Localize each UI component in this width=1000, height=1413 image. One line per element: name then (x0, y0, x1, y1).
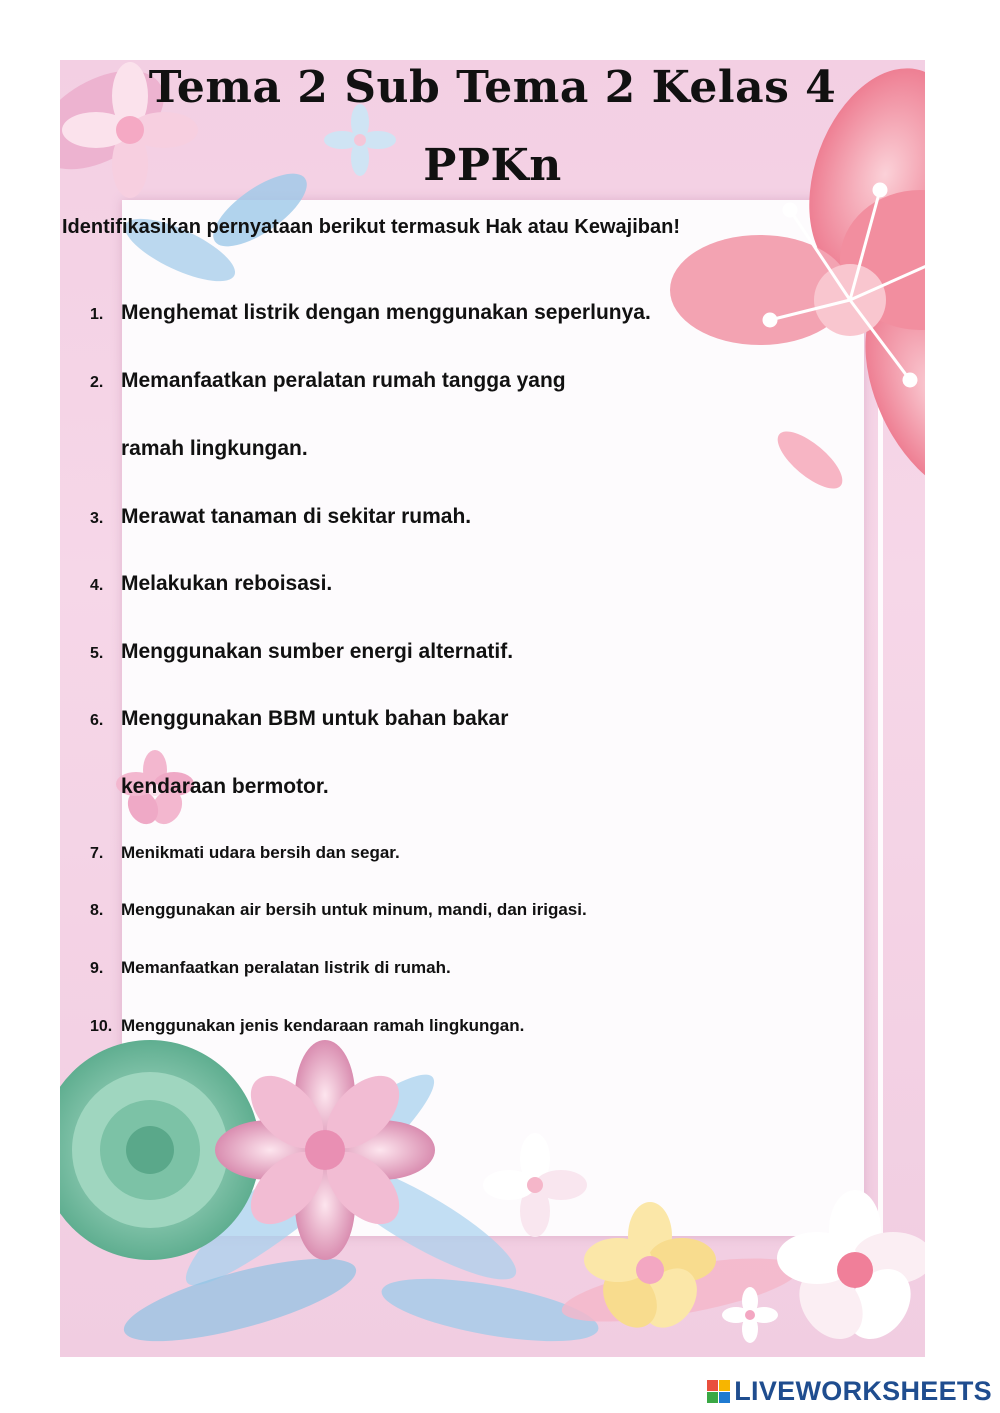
item-text: Menggunakan jenis kendaraan ramah lingkungan. (121, 1016, 525, 1035)
list-item-10 (90, 1016, 524, 1036)
item-text: Menghemat listrik dengan menggunakan seperlunya. (121, 301, 651, 324)
item-number: 10. (90, 1018, 113, 1035)
item-text: Menggunakan BBM untuk bahan bakar (121, 707, 509, 730)
liveworksheets-logo[interactable] (707, 1376, 992, 1407)
item-text: Melakukan reboisasi. (121, 572, 333, 595)
list-item-1 (90, 301, 651, 325)
item-number: 4. (90, 577, 104, 594)
bottom-flowers (60, 1040, 925, 1357)
list-item-2 (90, 369, 566, 393)
item-number: 7. (90, 845, 104, 862)
list-item-9 (90, 958, 451, 978)
item-number: 5. (90, 645, 104, 662)
logo-grid-icon (707, 1380, 730, 1403)
item-text: Menggunakan sumber energi alternatif. (121, 640, 514, 663)
top-right-flower (670, 60, 925, 517)
item-number: 2. (90, 374, 104, 391)
item-continuation: ramah lingkungan. (121, 437, 308, 460)
worksheet-title: Tema 2 Sub Tema 2 Kelas 4 (148, 62, 837, 113)
logo-text: LIVEWORKSHEETS (734, 1376, 992, 1406)
item-number: 3. (90, 510, 104, 527)
item-text: Menggunakan air bersih untuk minum, mandi, dan irigasi. (121, 900, 587, 919)
list-item-5 (90, 640, 513, 664)
instruction-text: Identifikasikan pernyataan berikut termasuk Hak atau Kewajiban! (62, 216, 680, 238)
item-text: Menikmati udara bersih dan segar. (121, 843, 400, 862)
list-item-8 (90, 900, 587, 920)
list-item-6 (90, 707, 508, 731)
item-text: Merawat tanaman di sekitar rumah. (121, 505, 472, 528)
list-item-3 (90, 505, 471, 529)
item-number: 6. (90, 712, 104, 729)
item-continuation: kendaraan bermotor. (121, 775, 329, 798)
list-item-7 (90, 843, 400, 863)
worksheet-subject: PPKn (423, 140, 562, 191)
item-number: 1. (90, 306, 104, 323)
item-text: Memanfaatkan peralatan rumah tangga yang (121, 369, 566, 392)
item-text: Memanfaatkan peralatan listrik di rumah. (121, 958, 451, 977)
item-number: 8. (90, 902, 104, 919)
list-item-4 (90, 572, 332, 596)
item-number: 9. (90, 960, 104, 977)
